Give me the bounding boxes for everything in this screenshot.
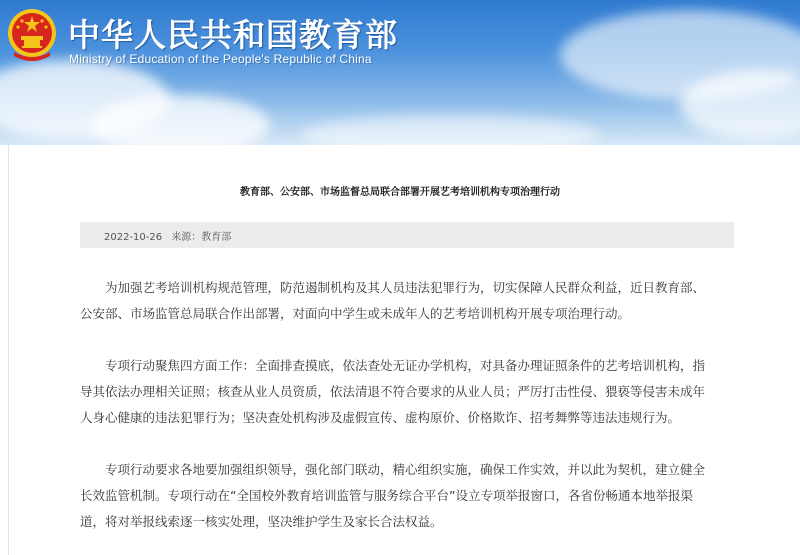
article-title: 教育部、公安部、市场监督总局联合部署开展艺考培训机构专项治理行动 bbox=[240, 187, 560, 198]
paragraph-line: 专项行动聚焦四方面工作：全面排查摸底，依法查处无证办学机构，对具备办理证照条件的艺考培训机构，指 bbox=[105, 358, 706, 373]
national-emblem-icon[interactable] bbox=[6, 6, 58, 64]
article-date: 2022-10-26 bbox=[104, 232, 163, 243]
paragraph-line: 为加强艺考培训机构规范管理，防范遏制机构及其人员违法犯罪行为，切实保障人民群众利益，近日教育部、 bbox=[105, 280, 706, 295]
cloud-decoration bbox=[300, 115, 600, 145]
article-meta-bar bbox=[80, 222, 734, 248]
article-source: 来源：教育部 bbox=[171, 232, 232, 243]
article-paragraph-2 bbox=[80, 353, 740, 431]
paragraph-line: 公安部、市场监管总局联合作出部署，对面向中学生或未成年人的艺考培训机构开展专项治理行动。 bbox=[80, 306, 631, 321]
paragraph-line: 道，将对举报线索逐一核实处理，坚决维护学生及家长合法权益。 bbox=[80, 514, 443, 529]
article-paragraph-3 bbox=[80, 457, 740, 535]
paragraph-line: 人身心健康的违法犯罪行为；坚决查处机构涉及虚假宣传、虚构原价、价格欺诈、招考舞弊等违法违规行为。 bbox=[80, 410, 681, 425]
site-title[interactable]: 中华人民共和国教育部 bbox=[68, 16, 399, 54]
site-subtitle: Ministry of Education of the People's Republic of China bbox=[69, 52, 372, 66]
paragraph-line: 长效监管机制。专项行动在“全国校外教育培训监管与服务综合平台”设立专项举报窗口，各省份畅通本地举报渠 bbox=[80, 488, 693, 503]
article-paragraph-1 bbox=[80, 275, 740, 327]
paragraph-line: 导其依法办理相关证照；核查从业人员资质，依法清退不符合要求的从业人员；严厉打击性侵、猥亵等侵害未成年 bbox=[80, 384, 706, 399]
cloud-decoration bbox=[90, 95, 270, 145]
site-header bbox=[0, 0, 800, 145]
article-meta bbox=[104, 228, 237, 243]
paragraph-line: 专项行动要求各地要加强组织领导，强化部门联动，精心组织实施，确保工作实效，并以此为契机，建立健全 bbox=[105, 462, 706, 477]
